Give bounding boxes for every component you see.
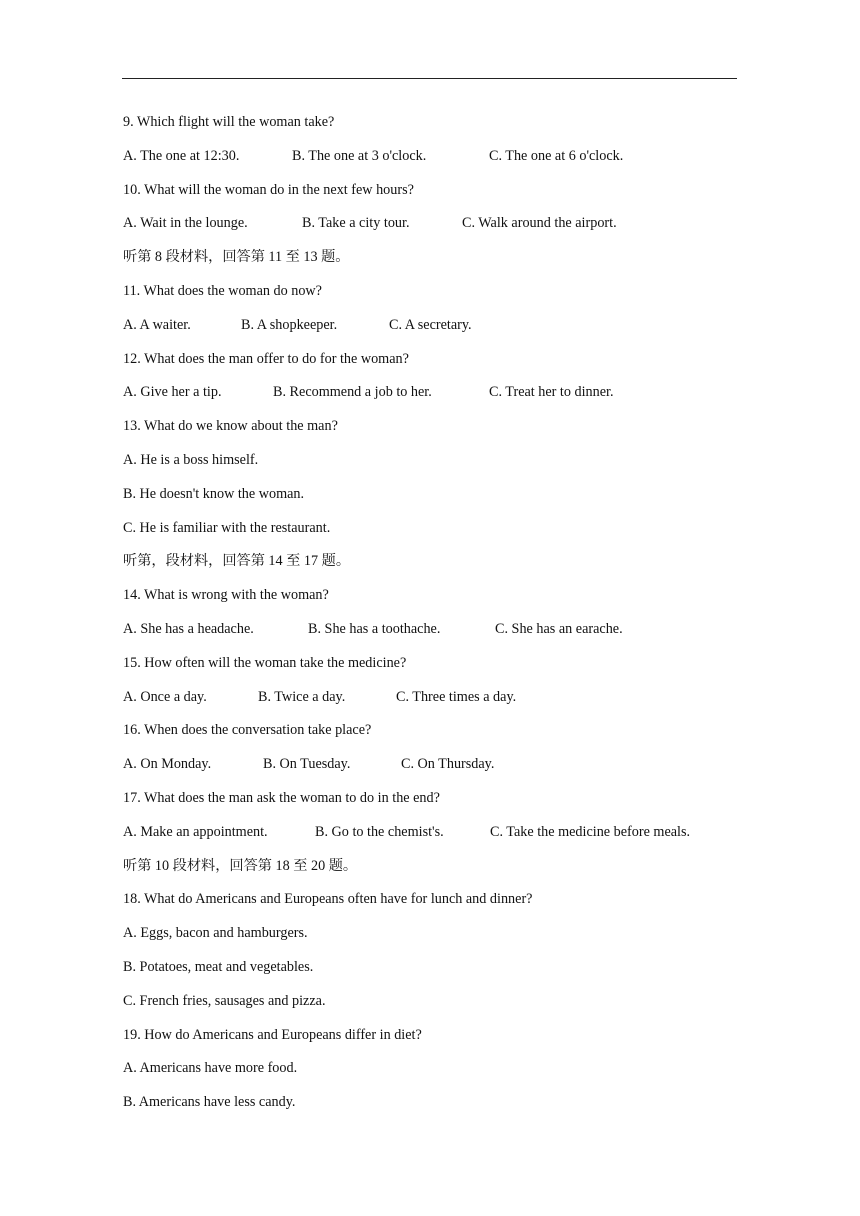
- option-c: C. Take the medicine before meals.: [490, 823, 691, 840]
- option-b: B. Recommend a job to her.: [273, 384, 432, 401]
- question-14: 14. What is wrong with the woman?: [123, 587, 329, 604]
- option-a: A. Make an appointment.: [123, 823, 268, 840]
- option-b: B. On Tuesday.: [263, 756, 351, 773]
- option-a: A. A waiter.: [123, 316, 191, 333]
- question-18: 18. What do Americans and Europeans often have for lunch and dinner?: [123, 891, 533, 908]
- question-12: 12. What does the man offer to do for the woman?: [123, 350, 409, 367]
- question-18-option-c: C. French fries, sausages and pizza.: [123, 992, 326, 1009]
- question-17-options: [123, 821, 743, 855]
- option-c: C. Three times a day.: [396, 688, 517, 705]
- question-list: [123, 111, 743, 1125]
- question-12-options: [123, 381, 743, 415]
- option-a: A. Wait in the lounge.: [123, 215, 248, 232]
- question-13: 13. What do we know about the man?: [123, 418, 338, 435]
- option-b: B. She has a toothache.: [308, 620, 441, 637]
- header-rule: [122, 78, 737, 79]
- option-a: A. The one at 12:30.: [123, 147, 240, 164]
- question-15-options: [123, 686, 743, 720]
- question-9: 9. Which flight will the woman take?: [123, 114, 335, 130]
- question-19-option-a: A. Americans have more food.: [123, 1060, 298, 1077]
- question-11-options: [123, 314, 743, 348]
- option-c: C. She has an earache.: [495, 620, 623, 637]
- question-15: 15. How often will the woman take the medicine?: [123, 654, 407, 671]
- option-c: C. A secretary.: [389, 316, 472, 333]
- option-c: C. On Thursday.: [401, 756, 495, 773]
- question-19: 19. How do Americans and Europeans differ in diet?: [123, 1026, 422, 1043]
- section-heading-10: 听第 10 段材料，回答第 18 至 20 题。: [123, 857, 358, 874]
- question-18-option-b: B. Potatoes, meat and vegetables.: [123, 958, 314, 975]
- section-heading-9: 听第，段材料，回答第 14 至 17 题。: [123, 553, 351, 570]
- option-b: B. The one at 3 o'clock.: [292, 147, 427, 164]
- question-16-options: [123, 753, 743, 787]
- question-10: 10. What will the woman do in the next few hours?: [123, 181, 414, 198]
- option-b: B. A shopkeeper.: [241, 316, 338, 333]
- option-c: C. The one at 6 o'clock.: [489, 147, 624, 164]
- question-16: 16. When does the conversation take place?: [123, 722, 372, 739]
- option-b: B. Take a city tour.: [302, 215, 410, 232]
- question-19-option-b: B. Americans have less candy.: [123, 1094, 296, 1111]
- option-a: A. She has a headache.: [123, 620, 254, 637]
- question-11: 11. What does the woman do now?: [123, 282, 322, 299]
- option-b: B. Twice a day.: [258, 688, 346, 705]
- option-b: B. Go to the chemist's.: [315, 823, 444, 840]
- option-c: C. Treat her to dinner.: [489, 384, 614, 401]
- question-13-option-b: B. He doesn't know the woman.: [123, 485, 305, 502]
- question-13-option-a: A. He is a boss himself.: [123, 451, 259, 468]
- question-13-option-c: C. He is familiar with the restaurant.: [123, 519, 331, 536]
- option-a: A. Give her a tip.: [123, 384, 222, 401]
- question-9-options: [123, 145, 743, 179]
- question-17: 17. What does the man ask the woman to do in the end?: [123, 789, 440, 806]
- question-18-option-a: A. Eggs, bacon and hamburgers.: [123, 925, 308, 942]
- section-heading-8: 听第 8 段材料，回答第 11 至 13 题。: [123, 249, 350, 266]
- question-14-options: [123, 618, 743, 652]
- option-a: A. Once a day.: [123, 688, 207, 705]
- question-10-options: [123, 212, 743, 246]
- option-a: A. On Monday.: [123, 756, 212, 773]
- option-c: C. Walk around the airport.: [462, 215, 617, 232]
